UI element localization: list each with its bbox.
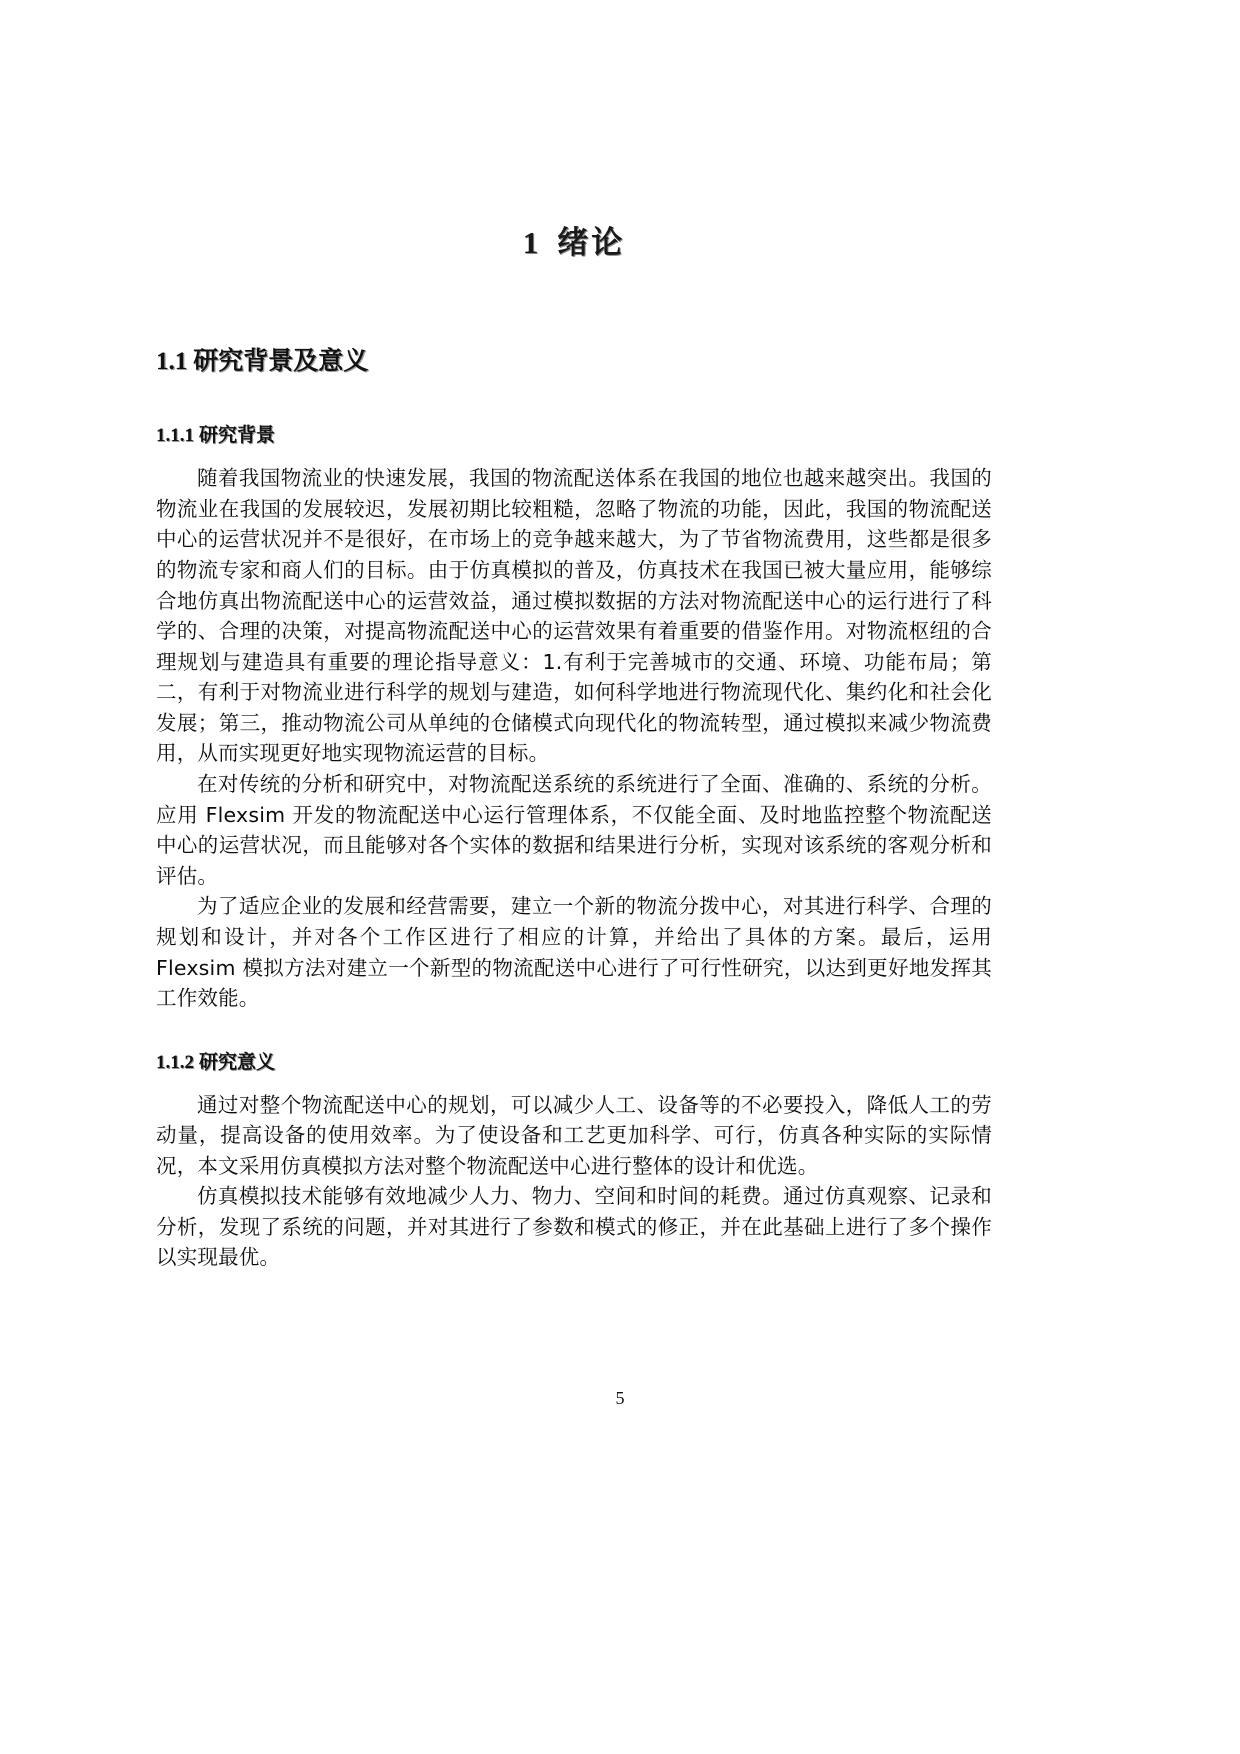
paragraph: 在对传统的分析和研究中，对物流配送系统的系统进行了全面、准确的、系统的分析。应用 Flexsim 开发的物流配送中心运行管理体系，不仅能全面、及时地监控整个物流配送中心的运营状况，而且能够对各个实体的数据和结果进行分析，实现对该系统的客观分析和评估。: [156, 772, 992, 888]
subsection-number-1-1-1: 1.1.1: [156, 425, 194, 447]
chapter-title-text: 绪论: [557, 225, 626, 261]
subsection-number-1-1-2: 1.1.2: [156, 1051, 194, 1073]
paragraph: 仿真模拟技术能够有效地减少人力、物力、空间和时间的耗费。通过仿真观察、记录和分析，发现了系统的问题，并对其进行了参数和模式的修正，并在此基础上进行了多个操作以实现最优。: [156, 1184, 992, 1270]
section-heading-1-1: [156, 345, 992, 377]
paragraph: 通过对整个物流配送中心的规划，可以减少人工、设备等的不必要投入，降低人工的劳动量，提高设备的使用效率。为了使设备和工艺更加科学、可行，仿真各种实际的实际情况，本文采用仿真模拟方法对整个物流配送中心进行整体的设计和优选。: [156, 1092, 992, 1178]
section-number-1-1: 1.1: [156, 348, 188, 376]
subsection-title-1-1-2: 研究意义: [199, 1050, 276, 1073]
subsection-heading-1-1-1: [156, 423, 992, 449]
chapter-number: 1: [522, 225, 540, 260]
page-content: [156, 0, 992, 1273]
page-number: 5: [615, 1388, 625, 1408]
chapter-title: [156, 224, 992, 262]
paragraph: 随着我国物流业的快速发展，我国的物流配送体系在我国的地位也越来越突出。我国的物流业在我国的发展较迟，发展初期比较粗糙，忽略了物流的功能，因此，我国的物流配送中心的运营状况并不是很好，在市场上的竞争越来越大，为了节省物流费用，这些都是很多的物流专家和商人们的目标。由于仿真模拟的普及，仿真技术在我国已被大量应用，能够综合地仿真出物流配送中心的运营效益，通过模拟数据的方法对物流配送中心的运行进行了科学的、合理的决策，对提高物流配送中心的运营效果有着重要的借鉴作用。对物流枢纽的合理规划与建造具有重要的理论指导意义：1.有利于完善城市的交通、环境、功能布局；第二，有利于对物流业进行科学的规划与建造，如何科学地进行物流现代化、集约化和社会化发展；第三，推动物流公司从单纯的仓储模式向现代化的物流转型，通过模拟来减少物流费用，从而实现更好地实现物流运营的目标。: [156, 466, 992, 766]
paragraph: 为了适应企业的发展和经营需要，建立一个新的物流分拨中心，对其进行科学、合理的规划和设计，并对各个工作区进行了相应的计算，并给出了具体的方案。最后，运用 Flexsim 模拟方法对建立一个新型的物流配送中心进行了可行性研究，以达到更好地发挥其工作效能。: [156, 894, 992, 1011]
section-title-1-1: 研究背景及意义: [193, 346, 369, 376]
subsection-title-1-1-1: 研究背景: [199, 424, 276, 447]
subsection-heading-1-1-2: [156, 1050, 992, 1076]
